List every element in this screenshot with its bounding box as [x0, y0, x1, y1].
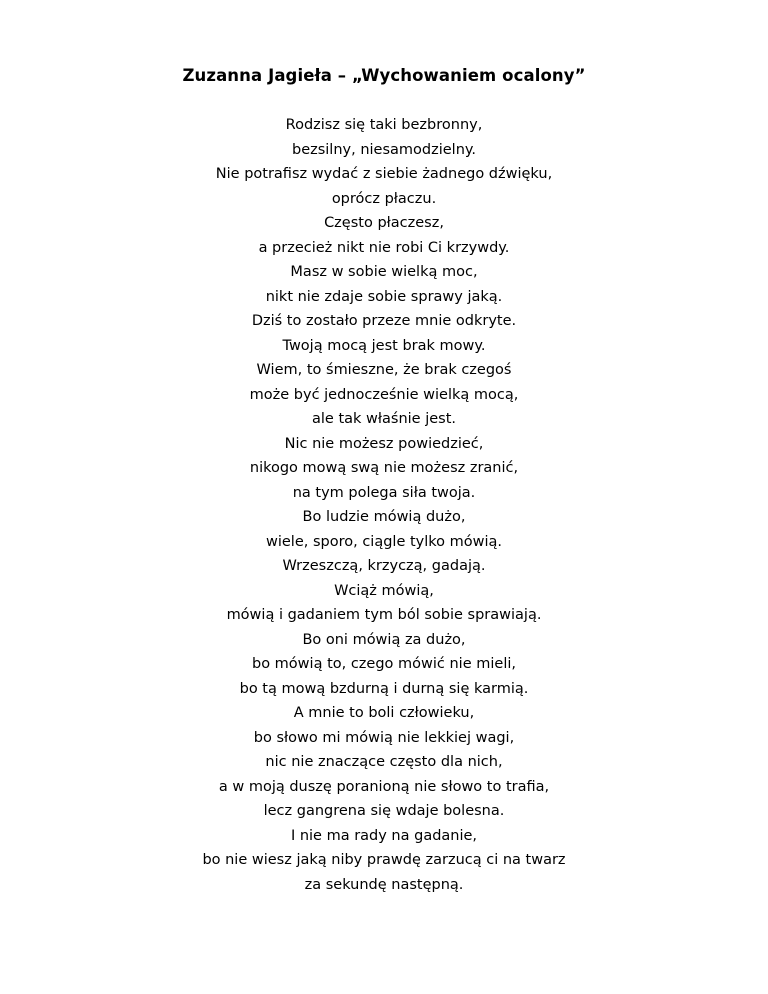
poem-line: Nic nie możesz powiedzieć,: [284, 435, 484, 452]
poem-line: za sekundę następną.: [304, 876, 464, 893]
poem-line: Wrzeszczą, krzyczą, gadają.: [282, 558, 486, 574]
poem-line: Bo oni mówią za dużo,: [302, 631, 466, 648]
poem-line: ale tak właśnie jest.: [312, 411, 456, 427]
poem-line: a przecież nikt nie robi Ci krzywdy.: [258, 239, 510, 256]
poem-line: bo mówią to, czego mówić nie mieli,: [252, 656, 516, 672]
poem-line: bo słowo mi mówią nie lekkiej wagi,: [253, 729, 515, 746]
poem-line: nikogo mową swą nie możesz zranić,: [249, 460, 519, 476]
poem-line: lecz gangrena się wdaje bolesna.: [263, 803, 505, 819]
poem-line: Nie potrafisz wydać z siebie żadnego dźwięku,: [215, 166, 553, 182]
poem-line: Twoją mocą jest brak mowy.: [282, 337, 486, 354]
poem-line: bo tą mową bzdurną i durną się karmią.: [239, 680, 529, 697]
poem-line: Rodzisz się taki bezbronny,: [285, 117, 483, 133]
poem-line: bezsilny, niesamodzielny.: [291, 141, 477, 158]
poem-line: wiele, sporo, ciągle tylko mówią.: [265, 533, 503, 550]
poem-body: [0, 113, 768, 897]
poem-line: Bo ludzie mówią dużo,: [302, 509, 466, 525]
poem-line: mówią i gadaniem tym ból sobie sprawiają.: [226, 607, 542, 623]
poem-line: na tym polega siła twoja.: [292, 484, 476, 501]
poem-line: a w moją duszę poranioną nie słowo to trafia,: [218, 778, 550, 795]
poem-line: może być jednocześnie wielką mocą,: [249, 386, 519, 403]
poem-line: Wciąż mówią,: [334, 582, 434, 599]
poem-line: Często płaczesz,: [324, 215, 444, 231]
poem-line: A mnie to boli człowieku,: [293, 705, 475, 721]
poem-line: nic nie znaczące często dla nich,: [265, 754, 503, 770]
poem-line: Dziś to zostało przeze mnie odkryte.: [251, 313, 517, 329]
poem-line: oprócz płaczu.: [331, 190, 437, 207]
poem-line: Masz w sobie wielką moc,: [290, 264, 478, 280]
poem-line: nikt nie zdaje sobie sprawy jaką.: [265, 288, 503, 305]
poem-line: bo nie wiesz jaką niby prawdę zarzucą ci na twarz: [202, 852, 566, 868]
poem-title: Zuzanna Jagieła – „Wychowaniem ocalony”: [182, 66, 586, 85]
poem-line: Wiem, to śmieszne, że brak czegoś: [256, 362, 512, 378]
poem-line: I nie ma rady na gadanie,: [290, 827, 478, 844]
